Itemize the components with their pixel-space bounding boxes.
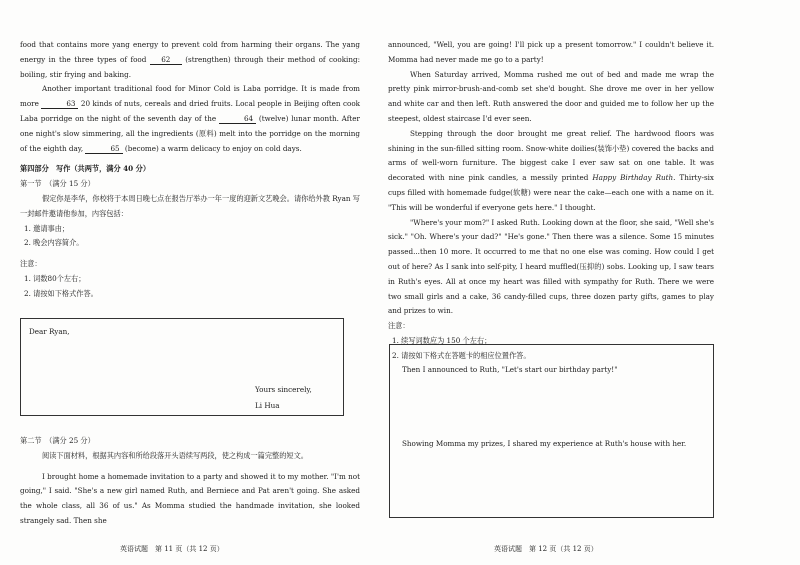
continuation-start-1: Then I announced to Ruth, "Let's start our birthday party!" <box>402 365 618 374</box>
blank-65: 65 <box>85 144 122 154</box>
section-1-item-2: 2. 晚会内容简介。 <box>24 238 84 248</box>
left-column <box>20 38 360 302</box>
continuation-answer-box <box>389 344 714 518</box>
section-1-title: 第一节 （满分 15 分） <box>20 179 95 189</box>
blank-64: 64 <box>219 114 256 124</box>
story-para-4: "Where's your mom?" I asked Ruth. Looking down at the floor, she said, "Well she's sick." "Oh. Where's your dad?" "He's gone." Then there was a silence. Some 15 minutes passed...then 10 more. It occurred to me that no one else was coming. How could I get out of here? As I sank into self-pity, I heard muffled(压抑的) sobs. Looking up, I saw tears in Ruth's eyes. All at once my heart was filled with sympathy for Ruth. There we were two small girls and a cake, 36 candy-filled cups, three dozen party gifts, games to play and prizes to win. <box>388 217 714 316</box>
right-note-1: 1. 续写词数应为 150 个左右； <box>392 335 492 345</box>
right-column <box>388 38 714 364</box>
paragraph-yang-energy: food that contains more yang energy to prevent cold from harming their organs. The yang energy in the three types of food 62 (strengthen) through their method of cooking: boiling, stir frying and baking. <box>20 40 361 79</box>
note-2: 2. 请按如下格式作答。 <box>24 288 98 298</box>
right-notes-label: 注意： <box>388 321 410 331</box>
section-2-title: 第二节 （满分 25 分） <box>20 436 95 445</box>
section-2-prompt: 阅读下面材料，根据其内容和所给段落开头语续写两段，使之构成一篇完整的短文。 <box>42 450 308 460</box>
page-footer-left: 英语试题 第 11 页（共 12 页） <box>120 545 224 553</box>
right-note-2: 2. 请按如下格式在答题卡的相应位置作答。 <box>392 350 531 360</box>
story-para-1: announced, "Well, you are going! I'll pick up a present tomorrow." I couldn't believe it. Momma had never made me go to a party! <box>388 40 714 64</box>
continuation-start-2: Showing Momma my prizes, I shared my experience at Ruth's house with her. <box>402 439 687 448</box>
blank-63: 63 <box>41 99 78 109</box>
paragraph-laba-porridge: Another important traditional food for Minor Cold is Laba porridge. It is made from more 63 20 kinds of nuts, cereals and dried fruits. Local people in Beijing often cook Laba porridge on the night of the seventh day of the 64 (twelve) lunar month. After one night's slow simmering, all the ingredients (原料) melt into the porridge on the morning of the eighth day, 65 (become) a warm delicacy to enjoy on cold days. <box>20 84 361 153</box>
section-4-title: 第四部分 写作（共两节，满分 40 分） <box>20 164 151 174</box>
blank-62: 62 <box>150 55 182 65</box>
letter-closing: Yours sincerely, <box>255 385 312 394</box>
letter-signature: Li Hua <box>255 401 280 410</box>
section-1-item-1: 1. 邀请事由； <box>24 223 70 233</box>
section-1-prompt: 假定你是李华，你校将于本周日晚七点在报告厅举办一年一度的迎新文艺晚会。请你给外教 Ryan 写一封邮件邀请他参加，内容包括： <box>20 193 360 218</box>
letter-greeting: Dear Ryan, <box>29 327 70 336</box>
story-opening: I brought home a homemade invitation to a party and showed it to my mother. "I'm not going," I said. "She's a new girl named Ruth, and Berniece and Pat aren't going. She asked the whole class, all 36 of us." As Momma studied the handmade invitation, she looked strangely sad. Then she <box>20 471 360 525</box>
notes-label: 注意： <box>20 259 42 269</box>
page-footer-right: 英语试题 第 12 页（共 12 页） <box>494 545 598 553</box>
section-2 <box>20 434 360 529</box>
story-para-2: When Saturday arrived, Momma rushed me out of bed and made me wrap the pretty pink mirror-brush-and-comb set she'd bought. She drove me over in her yellow and white car and then left. Ruth answered the door and guided me to follow her up the steepest, oldest staircase I'd ever seen. <box>388 69 714 123</box>
letter-answer-box <box>20 318 344 416</box>
story-para-3: Stepping through the door brought me great relief. The hardwood floors was shining in the sun-filled sitting room. Snow-white doilies(装饰小垫) covered the backs and arms of well-worn furniture. The biggest cake I ever saw sat on one table. It was decorated with nine pink candles, a messily printed Happy Birthday Ruth. Thirty-six cups filled with homemade fudge(软糖) were near the cake—each one with a name on it. "This will be wonderful if everyone gets here." I thought. <box>388 128 714 212</box>
note-1: 1. 词数80个左右； <box>24 273 86 283</box>
